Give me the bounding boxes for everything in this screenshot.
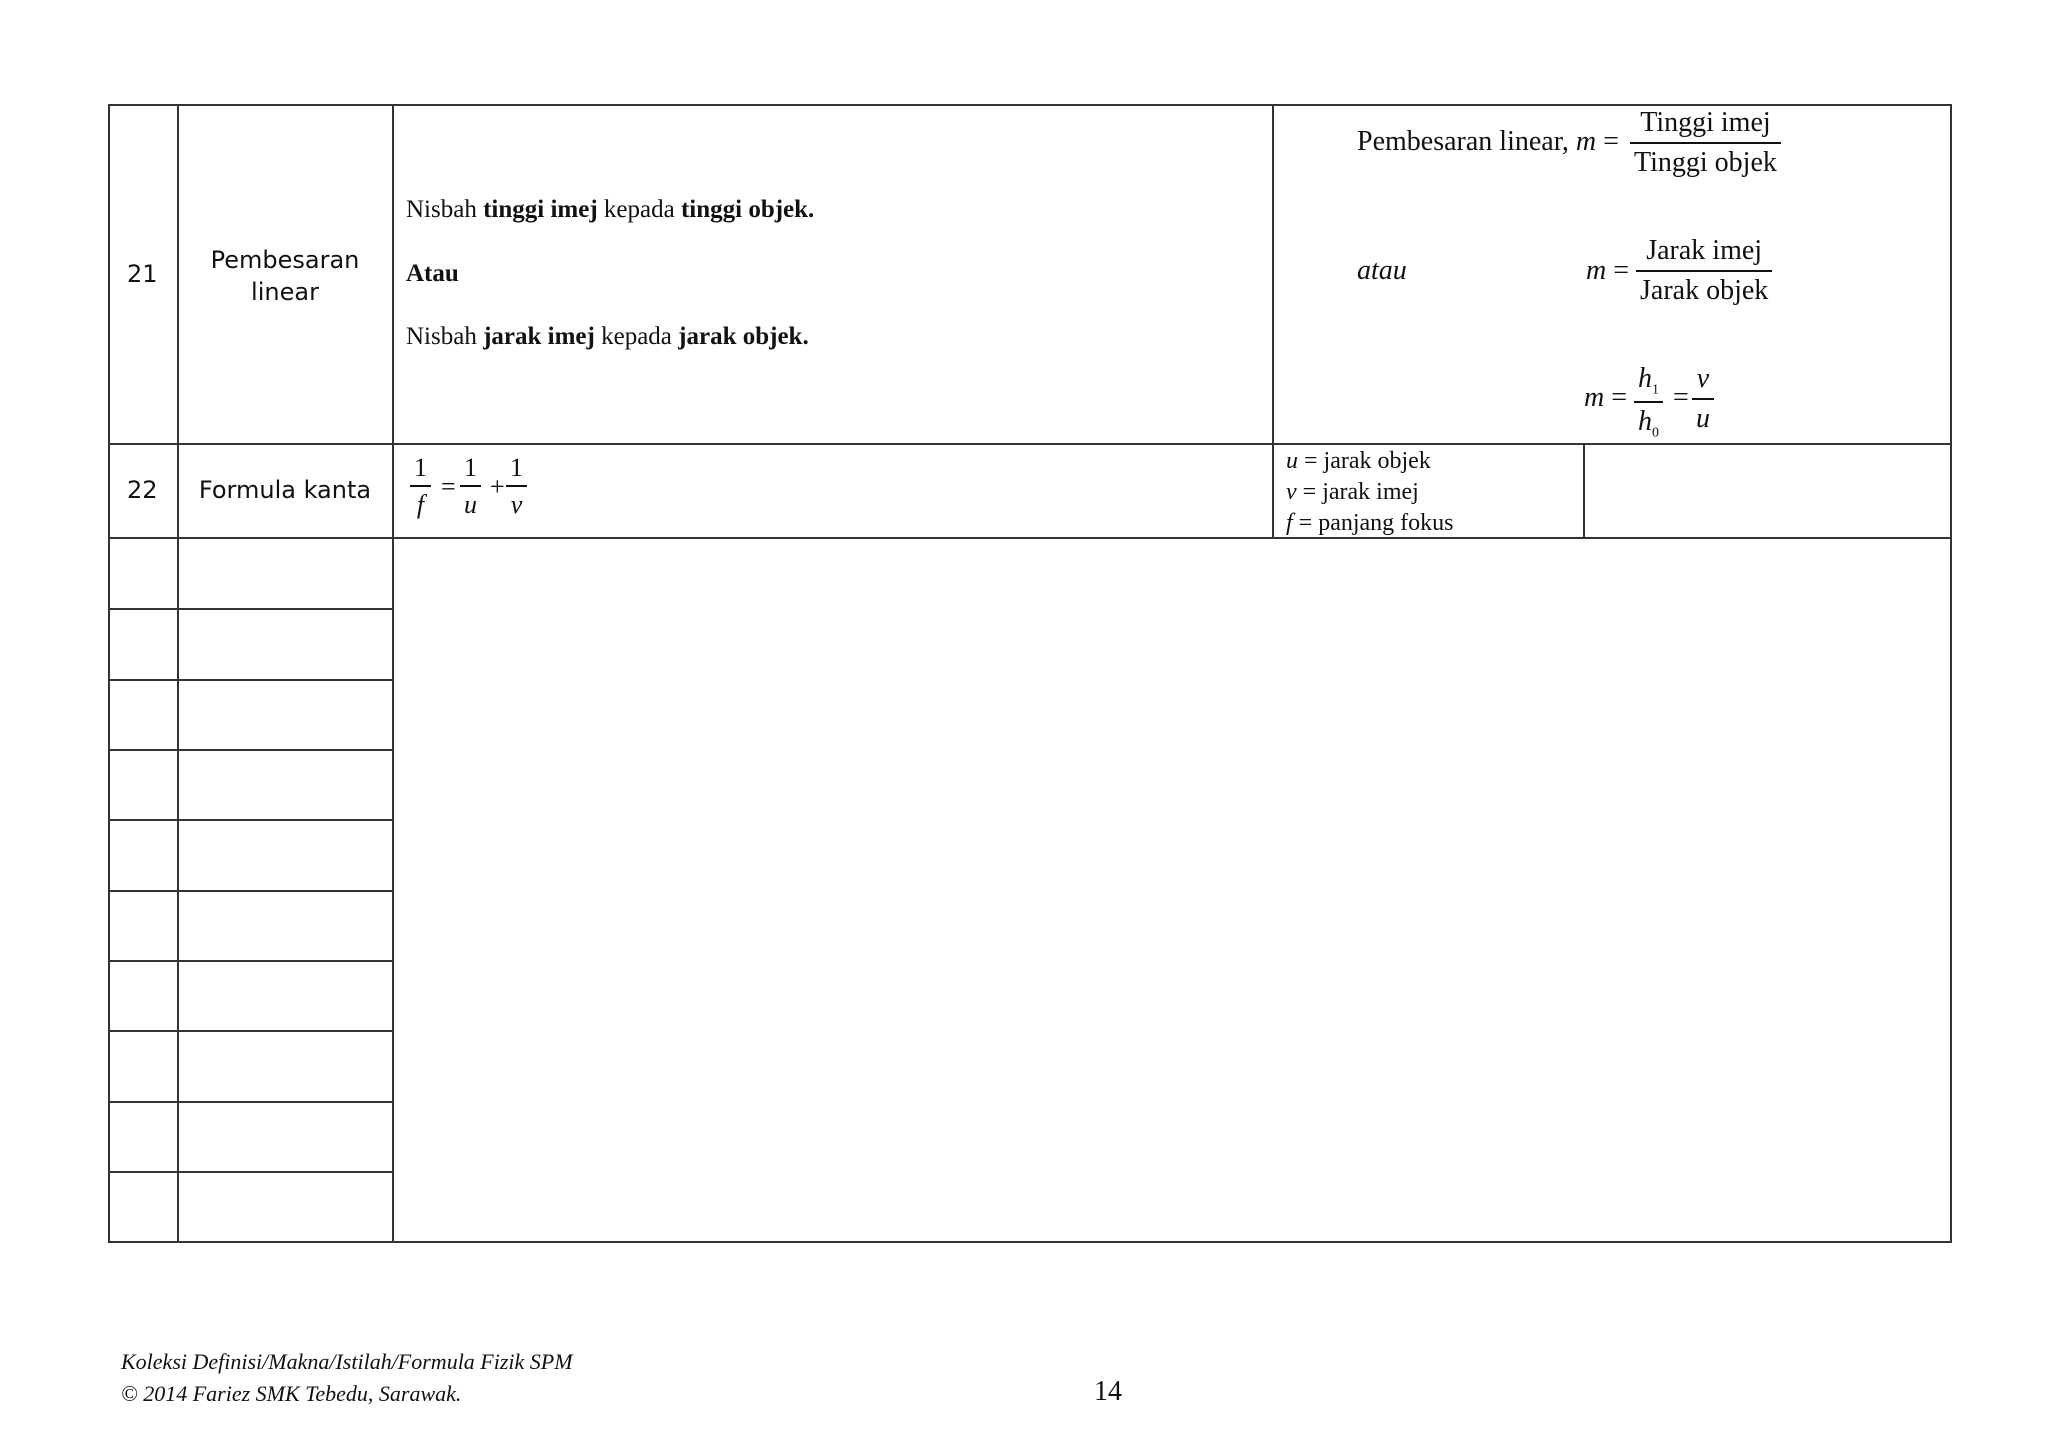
denominator: Tinggi objek	[1634, 146, 1777, 178]
term-cell	[190, 244, 380, 308]
fraction-tinggi	[1630, 106, 1781, 179]
legend-symbol: v	[1286, 479, 1297, 505]
definition-keyword: jarak objek.	[678, 323, 809, 350]
row-divider	[108, 749, 392, 751]
col-divider	[1583, 443, 1585, 539]
row-divider	[108, 443, 1952, 445]
col-divider	[1272, 104, 1274, 539]
row-divider	[108, 890, 392, 892]
fraction-h	[1634, 362, 1663, 443]
fraction-bar	[410, 485, 431, 487]
fraction-bar	[1630, 142, 1781, 144]
definition-line-1	[406, 196, 814, 224]
numerator: 1	[510, 453, 523, 482]
fraction-bar	[1692, 398, 1714, 400]
table-border-bottom	[108, 1241, 1952, 1243]
symbol-h: h	[1638, 406, 1652, 438]
definition-text: kepada	[597, 196, 681, 223]
equals-sign: =	[441, 472, 456, 501]
subscript: 1	[1652, 382, 1659, 398]
symbol-h: h	[1638, 363, 1652, 394]
numerator: Tinggi imej	[1640, 107, 1771, 138]
symbol-m: m	[1575, 126, 1597, 157]
col-divider	[392, 104, 394, 1243]
definition-text: kepada	[594, 323, 679, 350]
footer	[121, 1346, 573, 1410]
row-divider	[108, 1030, 392, 1032]
legend-symbol: u	[1286, 448, 1298, 474]
row-divider	[108, 679, 392, 681]
term-cell: Formula kanta	[198, 476, 372, 504]
term-line: Pembesaran	[210, 246, 360, 274]
numerator: 1	[414, 453, 427, 482]
variable-legend	[1286, 446, 1454, 539]
legend-text: = jarak imej	[1296, 479, 1419, 505]
fraction-bar	[1634, 401, 1663, 403]
formula-label	[1357, 126, 1619, 158]
numerator	[1634, 362, 1663, 399]
row-divider	[108, 537, 1952, 539]
numerator: Jarak imej	[1646, 235, 1763, 266]
col-divider	[177, 104, 179, 1243]
equals-sign: =	[1603, 126, 1619, 157]
row-divider	[108, 1171, 392, 1173]
denominator: u	[464, 490, 477, 520]
definition-keyword: tinggi imej	[483, 196, 598, 223]
definition-text: Nisbah	[406, 196, 484, 223]
formula-m-eq	[1584, 382, 1627, 414]
legend-item	[1286, 446, 1454, 477]
row-divider	[108, 960, 392, 962]
fraction-bar	[460, 485, 481, 487]
fraction-jarak	[1636, 234, 1772, 307]
formula-m-eq	[1586, 255, 1629, 287]
formula-label-text: Pembesaran linear,	[1357, 126, 1569, 157]
formula-atau: atau	[1357, 255, 1407, 286]
legend-item	[1286, 508, 1454, 539]
denominator: Jarak objek	[1640, 274, 1769, 306]
fraction-1-u	[460, 452, 481, 520]
numerator: v	[1696, 363, 1710, 394]
footer-copyright: © 2014 Fariez SMK Tebedu, Sarawak.	[121, 1381, 462, 1406]
row-divider	[108, 1101, 392, 1103]
definition-keyword: jarak imej	[483, 323, 595, 350]
fraction-1-v	[506, 452, 527, 520]
legend-text: = jarak objek	[1298, 448, 1431, 474]
plus-sign: +	[490, 472, 505, 501]
denominator: v	[510, 490, 523, 520]
fraction-1-f	[410, 452, 431, 520]
equals-sign: =	[1611, 382, 1628, 413]
subscript: 0	[1652, 425, 1659, 441]
legend-item	[1286, 477, 1454, 508]
table-border-right	[1950, 104, 1952, 1243]
fraction-vu	[1692, 362, 1714, 435]
definition-or: Atau	[406, 260, 459, 287]
legend-text: = panjang fokus	[1292, 510, 1454, 536]
page-number: 14	[1094, 1376, 1122, 1407]
row-divider	[108, 608, 392, 610]
row-number: 21	[127, 260, 158, 288]
equals-sign: =	[1613, 255, 1630, 286]
denominator: f	[416, 490, 425, 520]
fraction-bar	[506, 485, 527, 487]
legend-symbol: f	[1286, 510, 1293, 536]
symbol-m: m	[1586, 255, 1607, 286]
symbol-m: m	[1584, 382, 1605, 413]
term-line: linear	[251, 278, 319, 306]
definition-line-2	[406, 323, 809, 351]
definition-text: Nisbah	[406, 323, 484, 350]
definition-keyword: tinggi objek.	[680, 196, 815, 223]
footer-title: Koleksi Definisi/Makna/Istilah/Formula Fizik SPM	[121, 1349, 573, 1374]
denominator: u	[1696, 402, 1710, 434]
row-divider	[108, 819, 392, 821]
table-border-left	[108, 104, 110, 1243]
numerator: 1	[464, 453, 477, 482]
equals-sign: =	[1673, 382, 1689, 413]
row-number: 22	[127, 476, 158, 504]
fraction-bar	[1636, 270, 1772, 272]
denominator	[1634, 405, 1663, 442]
